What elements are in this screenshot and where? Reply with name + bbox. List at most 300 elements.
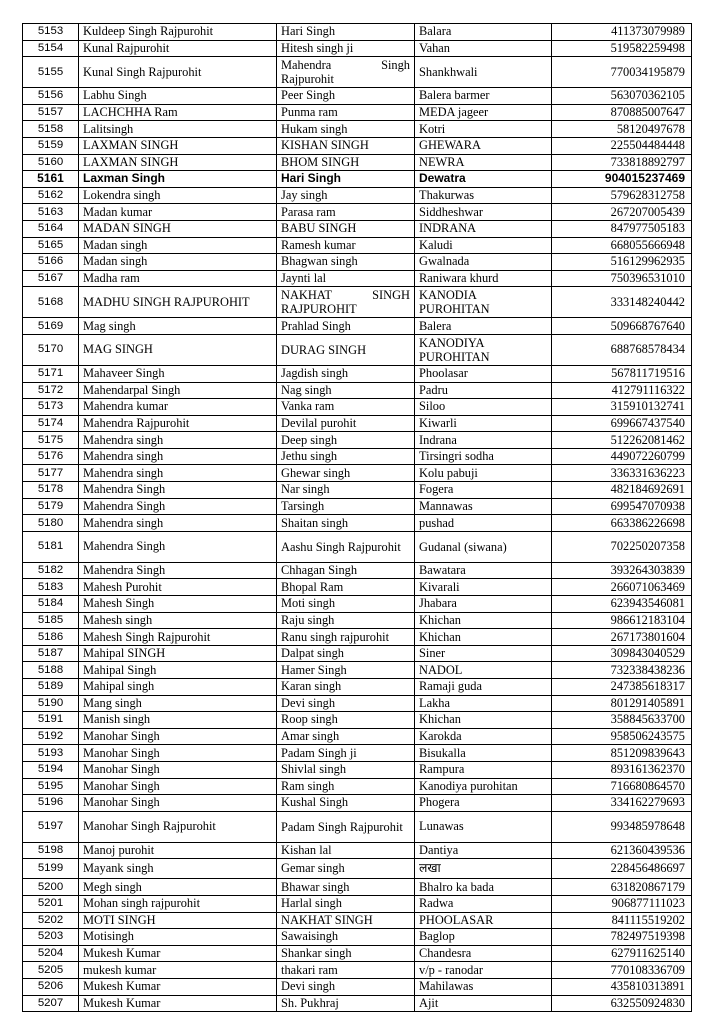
village-cell: Lunawas <box>415 811 552 842</box>
table-row <box>23 237 692 254</box>
village-cell: KANODIYA PUROHITAN <box>415 334 552 365</box>
father-name-cell: KISHAN SINGH <box>277 137 415 154</box>
table-row <box>23 679 692 696</box>
table-row <box>23 879 692 896</box>
village-cell: Lakha <box>415 695 552 712</box>
serial-number-cell: 5193 <box>23 745 79 762</box>
name-cell: Motisingh <box>79 929 277 946</box>
father-name-cell: Bhagwan singh <box>277 254 415 271</box>
serial-number-cell: 5186 <box>23 629 79 646</box>
name-cell: Mahaveer Singh <box>79 365 277 382</box>
village-cell: Siddheshwar <box>415 204 552 221</box>
table-row <box>23 57 692 88</box>
table-row <box>23 121 692 138</box>
name-cell: Mahendra Rajpurohit <box>79 415 277 432</box>
serial-number-cell: 5175 <box>23 432 79 449</box>
father-name-text: Aashu Singh Rajpurohit <box>281 539 401 554</box>
village-cell: NEWRA <box>415 154 552 171</box>
village-cell: Kiwarli <box>415 415 552 432</box>
village-cell: Tirsingri sodha <box>415 448 552 465</box>
village-cell: Raniwara khurd <box>415 270 552 287</box>
name-cell: Mahesh Purohit <box>79 579 277 596</box>
village-cell: Kaludi <box>415 237 552 254</box>
id-number-cell: 851209839643 <box>552 745 692 762</box>
name-cell: Manohar Singh <box>79 745 277 762</box>
id-number-cell: 668055666948 <box>552 237 692 254</box>
name-cell: Mahendra singh <box>79 515 277 532</box>
table-row <box>23 531 692 562</box>
village-cell: Mahilawas <box>415 978 552 995</box>
id-number-cell: 632550924830 <box>552 995 692 1012</box>
father-name-cell: BABU SINGH <box>277 220 415 237</box>
serial-number-cell: 5166 <box>23 254 79 271</box>
serial-number-cell: 5195 <box>23 778 79 795</box>
village-cell: Gwalnada <box>415 254 552 271</box>
id-number-cell: 519582259498 <box>552 40 692 57</box>
id-number-cell: 309843040529 <box>552 645 692 662</box>
village-cell: Gudanal (siwana) <box>415 531 552 562</box>
id-number-cell: 663386226698 <box>552 515 692 532</box>
serial-number-cell: 5192 <box>23 728 79 745</box>
serial-number-cell: 5170 <box>23 334 79 365</box>
serial-number-cell: 5160 <box>23 154 79 171</box>
father-name-cell: Devi singh <box>277 978 415 995</box>
table-row <box>23 945 692 962</box>
name-cell: LACHCHHA Ram <box>79 104 277 121</box>
name-cell: Mahendra Singh <box>79 531 277 562</box>
name-cell: Madha ram <box>79 270 277 287</box>
id-number-cell: 516129962935 <box>552 254 692 271</box>
name-cell: MOTI SINGH <box>79 912 277 929</box>
name-cell: Mukesh Kumar <box>79 995 277 1012</box>
father-name-cell: Devi singh <box>277 695 415 712</box>
table-row <box>23 40 692 57</box>
table-row <box>23 962 692 979</box>
father-name-cell: Parasa ram <box>277 204 415 221</box>
name-cell: mukesh kumar <box>79 962 277 979</box>
id-number-cell: 750396531010 <box>552 270 692 287</box>
father-name-cell: Dalpat singh <box>277 645 415 662</box>
serial-number-cell: 5173 <box>23 399 79 416</box>
father-name-cell: Shaitan singh <box>277 515 415 532</box>
id-number-cell: 58120497678 <box>552 121 692 138</box>
table-row <box>23 895 692 912</box>
father-name-cell: Bhawar singh <box>277 879 415 896</box>
serial-number-cell: 5201 <box>23 895 79 912</box>
father-name-cell: Shivlal singh <box>277 761 415 778</box>
father-name-cell: Shankar singh <box>277 945 415 962</box>
id-number-cell: 904015237469 <box>552 171 692 188</box>
father-name-cell: Padam Singh ji <box>277 745 415 762</box>
table-row <box>23 695 692 712</box>
serial-number-cell: 5197 <box>23 811 79 842</box>
father-name-cell: Bhopal Ram <box>277 579 415 596</box>
father-name-cell: Hukam singh <box>277 121 415 138</box>
serial-number-cell: 5194 <box>23 761 79 778</box>
table-row <box>23 761 692 778</box>
village-cell: Dewatra <box>415 171 552 188</box>
table-row <box>23 596 692 613</box>
serial-number-cell: 5183 <box>23 579 79 596</box>
id-number-cell: 733818892797 <box>552 154 692 171</box>
name-cell: Mohan singh rajpurohit <box>79 895 277 912</box>
father-name-cell: Devilal purohit <box>277 415 415 432</box>
serial-number-cell: 5153 <box>23 24 79 41</box>
serial-number-cell: 5198 <box>23 842 79 859</box>
father-name-cell: Hari Singh <box>277 24 415 41</box>
name-cell: Manohar Singh <box>79 778 277 795</box>
id-number-cell: 358845633700 <box>552 712 692 729</box>
father-name-cell: Vanka ram <box>277 399 415 416</box>
name-cell: MADAN SINGH <box>79 220 277 237</box>
serial-number-cell: 5174 <box>23 415 79 432</box>
name-cell: Mahendarpal Singh <box>79 382 277 399</box>
table-row <box>23 24 692 41</box>
id-number-cell: 986612183104 <box>552 612 692 629</box>
name-cell: Mahendra Singh <box>79 562 277 579</box>
id-number-cell: 958506243575 <box>552 728 692 745</box>
name-cell: Mahesh Singh Rajpurohit <box>79 629 277 646</box>
serial-number-cell: 5191 <box>23 712 79 729</box>
table-row <box>23 399 692 416</box>
id-number-cell: 267173801604 <box>552 629 692 646</box>
village-cell: Chandesra <box>415 945 552 962</box>
village-cell: Khichan <box>415 629 552 646</box>
village-cell: Kotri <box>415 121 552 138</box>
serial-number-cell: 5182 <box>23 562 79 579</box>
id-number-cell: 841115519202 <box>552 912 692 929</box>
name-cell: Laxman Singh <box>79 171 277 188</box>
name-cell: Megh singh <box>79 879 277 896</box>
father-name-cell: Nag singh <box>277 382 415 399</box>
father-name-text: NAKHAT SINGH RAJPUROHIT <box>281 288 410 317</box>
name-cell: LAXMAN SINGH <box>79 154 277 171</box>
village-cell: Karokda <box>415 728 552 745</box>
father-name-cell: Hamer Singh <box>277 662 415 679</box>
father-name-text: Mahendra Singh Rajpurohit <box>281 58 410 87</box>
father-name-cell <box>277 334 415 365</box>
father-name-cell: Harlal singh <box>277 895 415 912</box>
father-name-cell: Roop singh <box>277 712 415 729</box>
village-cell: PHOOLASAR <box>415 912 552 929</box>
father-name-cell: Jaynti lal <box>277 270 415 287</box>
id-number-cell: 699547070938 <box>552 498 692 515</box>
id-number-cell: 412791116322 <box>552 382 692 399</box>
table-row <box>23 929 692 946</box>
serial-number-cell: 5188 <box>23 662 79 679</box>
table-row <box>23 912 692 929</box>
table-row <box>23 859 692 879</box>
village-cell: लखा <box>415 859 552 879</box>
village-cell: Siloo <box>415 399 552 416</box>
serial-number-cell: 5171 <box>23 365 79 382</box>
name-cell: Manish singh <box>79 712 277 729</box>
serial-number-cell: 5156 <box>23 88 79 105</box>
serial-number-cell: 5205 <box>23 962 79 979</box>
village-cell: Baglop <box>415 929 552 946</box>
table-row <box>23 432 692 449</box>
name-cell: Manohar Singh <box>79 761 277 778</box>
father-name-cell: Raju singh <box>277 612 415 629</box>
serial-number-cell: 5177 <box>23 465 79 482</box>
father-name-cell: BHOM SINGH <box>277 154 415 171</box>
name-cell: Madan singh <box>79 237 277 254</box>
table-row <box>23 728 692 745</box>
village-cell: Balera <box>415 318 552 335</box>
village-cell: Shankhwali <box>415 57 552 88</box>
serial-number-cell: 5207 <box>23 995 79 1012</box>
village-cell: Siner <box>415 645 552 662</box>
serial-number-cell: 5179 <box>23 498 79 515</box>
table-row <box>23 515 692 532</box>
serial-number-cell: 5158 <box>23 121 79 138</box>
village-cell: Khichan <box>415 712 552 729</box>
table-row <box>23 137 692 154</box>
table-row <box>23 645 692 662</box>
father-name-text: DURAG SINGH <box>281 342 367 357</box>
serial-number-cell: 5202 <box>23 912 79 929</box>
table-row <box>23 465 692 482</box>
father-name-text: Padam Singh Rajpurohit <box>281 819 403 834</box>
table-row <box>23 104 692 121</box>
father-name-cell: thakari ram <box>277 962 415 979</box>
table-row <box>23 795 692 812</box>
name-cell: Kuldeep Singh Rajpurohit <box>79 24 277 41</box>
id-number-cell: 623943546081 <box>552 596 692 613</box>
village-cell: Phogera <box>415 795 552 812</box>
father-name-cell <box>277 531 415 562</box>
village-cell: Balera barmer <box>415 88 552 105</box>
id-number-cell: 993485978648 <box>552 811 692 842</box>
serial-number-cell: 5154 <box>23 40 79 57</box>
name-cell: Madan kumar <box>79 204 277 221</box>
table-row <box>23 745 692 762</box>
serial-number-cell: 5189 <box>23 679 79 696</box>
village-cell: Vahan <box>415 40 552 57</box>
serial-number-cell: 5190 <box>23 695 79 712</box>
father-name-cell: Ranu singh rajpurohit <box>277 629 415 646</box>
table-row <box>23 978 692 995</box>
name-cell: Manohar Singh Rajpurohit <box>79 811 277 842</box>
village-cell: Fogera <box>415 482 552 499</box>
name-cell: Mahesh singh <box>79 612 277 629</box>
village-cell: Rampura <box>415 761 552 778</box>
table-row <box>23 778 692 795</box>
id-number-cell: 870885007647 <box>552 104 692 121</box>
serial-number-cell: 5178 <box>23 482 79 499</box>
id-number-cell: 449072260799 <box>552 448 692 465</box>
id-number-cell: 482184692691 <box>552 482 692 499</box>
table-row <box>23 415 692 432</box>
name-cell: Kunal Rajpurohit <box>79 40 277 57</box>
father-name-cell: Sh. Pukhraj <box>277 995 415 1012</box>
table-row <box>23 662 692 679</box>
serial-number-cell: 5164 <box>23 220 79 237</box>
id-number-cell: 266071063469 <box>552 579 692 596</box>
table-row <box>23 154 692 171</box>
serial-number-cell: 5204 <box>23 945 79 962</box>
father-name-cell: Tarsingh <box>277 498 415 515</box>
id-number-cell: 732338438236 <box>552 662 692 679</box>
name-cell: Mahipal SINGH <box>79 645 277 662</box>
father-name-cell: Hari Singh <box>277 171 415 188</box>
father-name-cell <box>277 57 415 88</box>
table-row <box>23 220 692 237</box>
father-name-cell: Nar singh <box>277 482 415 499</box>
name-cell: Mayank singh <box>79 859 277 879</box>
name-cell: Mahesh Singh <box>79 596 277 613</box>
table-row <box>23 287 692 318</box>
id-number-cell: 267207005439 <box>552 204 692 221</box>
id-number-cell: 770108336709 <box>552 962 692 979</box>
serial-number-cell: 5165 <box>23 237 79 254</box>
village-cell: GHEWARA <box>415 137 552 154</box>
id-number-cell: 512262081462 <box>552 432 692 449</box>
table-row <box>23 842 692 859</box>
father-name-cell: Jay singh <box>277 187 415 204</box>
village-cell: Balara <box>415 24 552 41</box>
id-number-cell: 247385618317 <box>552 679 692 696</box>
serial-number-cell: 5199 <box>23 859 79 879</box>
village-cell: Ajit <box>415 995 552 1012</box>
table-row <box>23 995 692 1012</box>
serial-number-cell: 5161 <box>23 171 79 188</box>
serial-number-cell: 5200 <box>23 879 79 896</box>
village-cell: v/p - ranodar <box>415 962 552 979</box>
table-row <box>23 270 692 287</box>
name-cell: Madan singh <box>79 254 277 271</box>
serial-number-cell: 5196 <box>23 795 79 812</box>
name-cell: Mag singh <box>79 318 277 335</box>
village-cell: KANODIA PUROHITAN <box>415 287 552 318</box>
serial-number-cell: 5203 <box>23 929 79 946</box>
id-number-cell: 435810313891 <box>552 978 692 995</box>
father-name-cell: Gemar singh <box>277 859 415 879</box>
id-number-cell: 782497519398 <box>552 929 692 946</box>
father-name-cell: Ramesh kumar <box>277 237 415 254</box>
table-row <box>23 254 692 271</box>
name-cell: LAXMAN SINGH <box>79 137 277 154</box>
village-cell: INDRANA <box>415 220 552 237</box>
name-cell: Mahipal Singh <box>79 662 277 679</box>
table-row <box>23 365 692 382</box>
id-number-cell: 393264303839 <box>552 562 692 579</box>
serial-number-cell: 5187 <box>23 645 79 662</box>
serial-number-cell: 5169 <box>23 318 79 335</box>
id-number-cell: 336331636223 <box>552 465 692 482</box>
serial-number-cell: 5185 <box>23 612 79 629</box>
father-name-cell: Hitesh singh ji <box>277 40 415 57</box>
village-cell: NADOL <box>415 662 552 679</box>
name-cell: Labhu Singh <box>79 88 277 105</box>
id-number-cell: 702250207358 <box>552 531 692 562</box>
father-name-cell <box>277 287 415 318</box>
village-cell: Kolu pabuji <box>415 465 552 482</box>
village-cell: Phoolasar <box>415 365 552 382</box>
table-row <box>23 382 692 399</box>
serial-number-cell: 5162 <box>23 187 79 204</box>
id-number-cell: 699667437540 <box>552 415 692 432</box>
village-cell: MEDA jageer <box>415 104 552 121</box>
data-sheet <box>22 23 691 1012</box>
id-number-cell: 770034195879 <box>552 57 692 88</box>
table-row <box>23 318 692 335</box>
serial-number-cell: 5184 <box>23 596 79 613</box>
id-number-cell: 893161362370 <box>552 761 692 778</box>
id-number-cell: 579628312758 <box>552 187 692 204</box>
village-cell: Dantiya <box>415 842 552 859</box>
village-cell: Ramaji guda <box>415 679 552 696</box>
name-cell: Kunal Singh Rajpurohit <box>79 57 277 88</box>
table-row <box>23 562 692 579</box>
father-name-cell: NAKHAT SINGH <box>277 912 415 929</box>
village-cell: Kivarali <box>415 579 552 596</box>
id-number-cell: 411373079989 <box>552 24 692 41</box>
table-row <box>23 579 692 596</box>
serial-number-cell: 5172 <box>23 382 79 399</box>
serial-number-cell: 5163 <box>23 204 79 221</box>
id-number-cell: 563070362105 <box>552 88 692 105</box>
id-number-cell: 801291405891 <box>552 695 692 712</box>
name-cell: Mahendra singh <box>79 465 277 482</box>
village-cell: Khichan <box>415 612 552 629</box>
father-name-cell: Kushal Singh <box>277 795 415 812</box>
name-cell: Mahendra Singh <box>79 482 277 499</box>
father-name-cell: Punma ram <box>277 104 415 121</box>
table-row <box>23 629 692 646</box>
id-number-cell: 228456486697 <box>552 859 692 879</box>
father-name-cell: Karan singh <box>277 679 415 696</box>
name-cell: Mang singh <box>79 695 277 712</box>
table-row <box>23 187 692 204</box>
village-cell: Thakurwas <box>415 187 552 204</box>
table-row <box>23 712 692 729</box>
name-cell: Manohar Singh <box>79 795 277 812</box>
serial-number-cell: 5176 <box>23 448 79 465</box>
village-cell: Bawatara <box>415 562 552 579</box>
table-row <box>23 482 692 499</box>
serial-number-cell: 5206 <box>23 978 79 995</box>
name-cell: Manoj purohit <box>79 842 277 859</box>
id-number-cell: 509668767640 <box>552 318 692 335</box>
name-cell: Mahendra kumar <box>79 399 277 416</box>
name-cell: Lalitsingh <box>79 121 277 138</box>
father-name-cell: Prahlad Singh <box>277 318 415 335</box>
serial-number-cell: 5155 <box>23 57 79 88</box>
serial-number-cell: 5180 <box>23 515 79 532</box>
father-name-cell <box>277 811 415 842</box>
table-row <box>23 612 692 629</box>
village-cell: Indrana <box>415 432 552 449</box>
name-cell: MADHU SINGH RAJPUROHIT <box>79 287 277 318</box>
father-name-cell: Kishan lal <box>277 842 415 859</box>
village-cell: Mannawas <box>415 498 552 515</box>
name-cell: Mahendra Singh <box>79 498 277 515</box>
table-row <box>23 498 692 515</box>
id-number-cell: 847977505183 <box>552 220 692 237</box>
father-name-cell: Chhagan Singh <box>277 562 415 579</box>
records-table-body <box>23 24 692 1012</box>
id-number-cell: 333148240442 <box>552 287 692 318</box>
id-number-cell: 567811719516 <box>552 365 692 382</box>
name-cell: Mukesh Kumar <box>79 945 277 962</box>
id-number-cell: 627911625140 <box>552 945 692 962</box>
father-name-cell: Amar singh <box>277 728 415 745</box>
serial-number-cell: 5159 <box>23 137 79 154</box>
village-cell: Padru <box>415 382 552 399</box>
father-name-cell: Ram singh <box>277 778 415 795</box>
name-cell: Manohar Singh <box>79 728 277 745</box>
